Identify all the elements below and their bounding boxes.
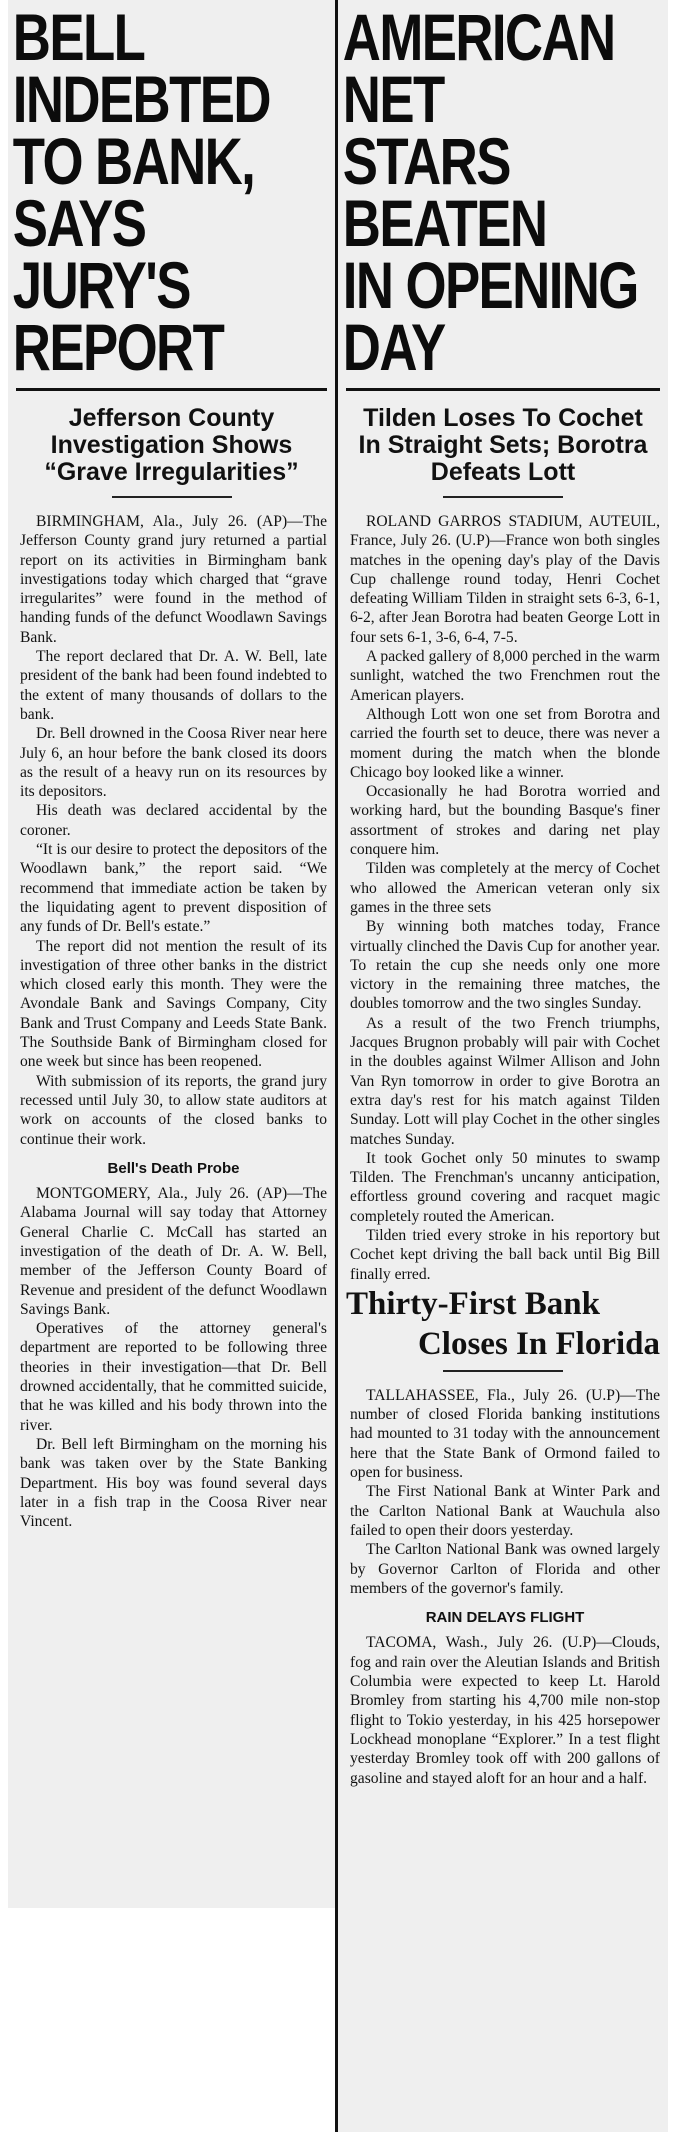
paragraph: Occasionally he had Borotra worried and working hard, but the bounding Basque's finer assortment of strokes and daring net play conquere him.	[350, 783, 660, 859]
paragraph: The First National Bank at Winter Park and the Carlton National Bank at Wauchula also failed to open their doors yesterday.	[350, 1483, 660, 1539]
headline-line: AMERICAN NET	[342, 0, 615, 136]
paragraph: “It is our desire to protect the depositors of the Woodlawn bank,” the report said. “We recommend that immediate action be taken by the liquidating agent to prevent disposition of any funds of Dr. Bell's estate.”	[20, 841, 327, 936]
paragraph: It took Gochet only 50 minutes to swamp Tilden. The Frenchman's uncanny anticipation, effortless ground covering and racquet magic completely routed the American.	[350, 1149, 660, 1225]
second-headline	[338, 1284, 668, 1364]
divider	[16, 388, 327, 391]
left-deck: Jefferson County Investigation Shows “Grave Irregularities”	[44, 404, 299, 486]
headline-line: BELL INDEBTED	[12, 0, 270, 136]
paragraph: As a result of the two French triumphs, Jacques Brugnon probably will pair with Cochet in the doubles against Wilmer Allison and John Van Ryn tomorrow in order to give Borotra an extra day's rest for his match against Tilden Sunday. Lott will play Cochet in the other singles matches Sunday.	[350, 1014, 660, 1148]
paragraph: The report did not mention the result of its investigation of three other banks in the district which closed early this month. They were the Avondale Bank and Savings Company, City Bank and Trust Company and Leeds State Bank. The Southside Bank of Birmingham closed for one week but since has been reopened.	[20, 937, 327, 1071]
right-deck: Tilden Loses To Cochet In Straight Sets; Borotra Defeats Lott	[358, 404, 648, 486]
florida-story	[338, 1386, 668, 1788]
divider	[443, 1370, 563, 1372]
paragraph: The report declared that Dr. A. W. Bell, late president of the bank had been found indebted to the extent of many thousands of dollars to the bank.	[20, 648, 327, 723]
left-column	[8, 0, 335, 1908]
headline-line: IN OPENING DAY	[342, 248, 638, 384]
headline-line: Closes In Florida	[417, 1325, 660, 1362]
paragraph: Dr. Bell drowned in the Coosa River near here July 6, an hour before the bank closed its doors as the result of a heavy run on its resources by its depositors.	[20, 725, 327, 801]
paragraph: Tilden tried every stroke in his reportory but Cochet kept driving the ball back until Big Bill finally erred.	[350, 1226, 660, 1283]
paragraph: The Carlton National Bank was owned largely by Governor Carlton of Florida and other members of the governor's family.	[350, 1541, 660, 1597]
right-story	[338, 512, 668, 1284]
paragraph: His death was declared accidental by the coroner.	[20, 802, 327, 839]
right-headline	[338, 0, 668, 384]
divider	[112, 496, 232, 498]
paragraph: TALLAHASSEE, Fla., July 26. (U.P)—The number of closed Florida banking institutions had mounted to 31 today with the announcement here that the State Bank of Ormond failed to open for business.	[350, 1386, 660, 1482]
left-headline	[8, 0, 338, 384]
headline-line: STARS BEATEN	[342, 124, 547, 260]
headline-line: JURY'S REPORT	[12, 248, 224, 384]
paragraph: TACOMA, Wash., July 26. (U.P)—Clouds, fog and rain over the Aleutian Islands and British Columbia were expected to keep Lt. Harold Bromley from starting his 4,700 mile non-stop flight to Tokio yesterday, in his 425 horsepower Lockhead monoplane “Explorer.” In a test flight yesterday Bromley took off with 200 gallons of gasoline and stayed aloft for an hour and a half.	[350, 1634, 660, 1787]
headline-line: Thirty-First Bank	[346, 1285, 600, 1322]
subhead: RAIN DELAYS FLIGHT	[425, 1609, 585, 1627]
paragraph: Tilden was completely at the mercy of Cochet who allowed the American veteran only six games in the three sets	[350, 860, 660, 916]
headline-line: TO BANK, SAYS	[12, 124, 255, 260]
paragraph: Dr. Bell left Birmingham on the morning his bank was taken over by the State Banking Department. His boy was found several days later in a fish trap in the Coosa River near Vincent.	[20, 1435, 327, 1531]
divider	[443, 496, 563, 498]
paragraph: By winning both matches today, France virtually clinched the Davis Cup for another year. To retain the cup she needs only one more victory in the remaining three matches, the doubles tomorrow and the two singles Sunday.	[350, 918, 660, 1013]
divider	[346, 388, 660, 391]
paragraph: A packed gallery of 8,000 perched in the warm sunlight, watched the two Frenchmen rout the American players.	[350, 648, 660, 704]
paragraph: ROLAND GARROS STADIUM, AUTEUIL, France, July 26. (U.P)—France won both singles matches in the opening day's play of the Davis Cup challenge round today, Henri Cochet defeating William Tilden in straight sets 6-3, 6-1, 6-2, after Jean Borotra had beaten George Lott in four sets 6-1, 3-6, 6-4, 7-5.	[350, 513, 660, 646]
paragraph: MONTGOMERY, Ala., July 26. (AP)—The Alabama Journal will say today that Attorney General Charlie C. McCall has started an investigation of the death of Dr. A. W. Bell, member of the Jefferson County Board of Revenue and president of the defunct Woodlawn Savings Bank.	[20, 1185, 327, 1318]
right-column	[338, 0, 668, 2132]
paragraph: Operatives of the attorney general's department are reported to be following three theories in their investigation—that Dr. Bell drowned accidentally, that he committed suicide, that he was killed and his body thrown into the river.	[20, 1320, 327, 1434]
subhead: Bell's Death Probe	[107, 1159, 240, 1177]
left-story	[8, 512, 335, 1531]
paragraph: With submission of its reports, the grand jury recessed until July 30, to allow state auditors at work on accounts of the closed banks to continue their work.	[20, 1072, 327, 1148]
paragraph: Although Lott won one set from Borotra and carried the fourth set to deuce, there was never a moment during the match when the blonde Chicago boy looked like a winner.	[350, 705, 660, 781]
paragraph: BIRMINGHAM, Ala., July 26. (AP)—The Jefferson County grand jury returned a partial report on its activities in Birmingham bank investigations today which charged that “grave irregularites” were found in the method of handing funds of the defunct Woodlawn Savings Bank.	[20, 513, 327, 646]
